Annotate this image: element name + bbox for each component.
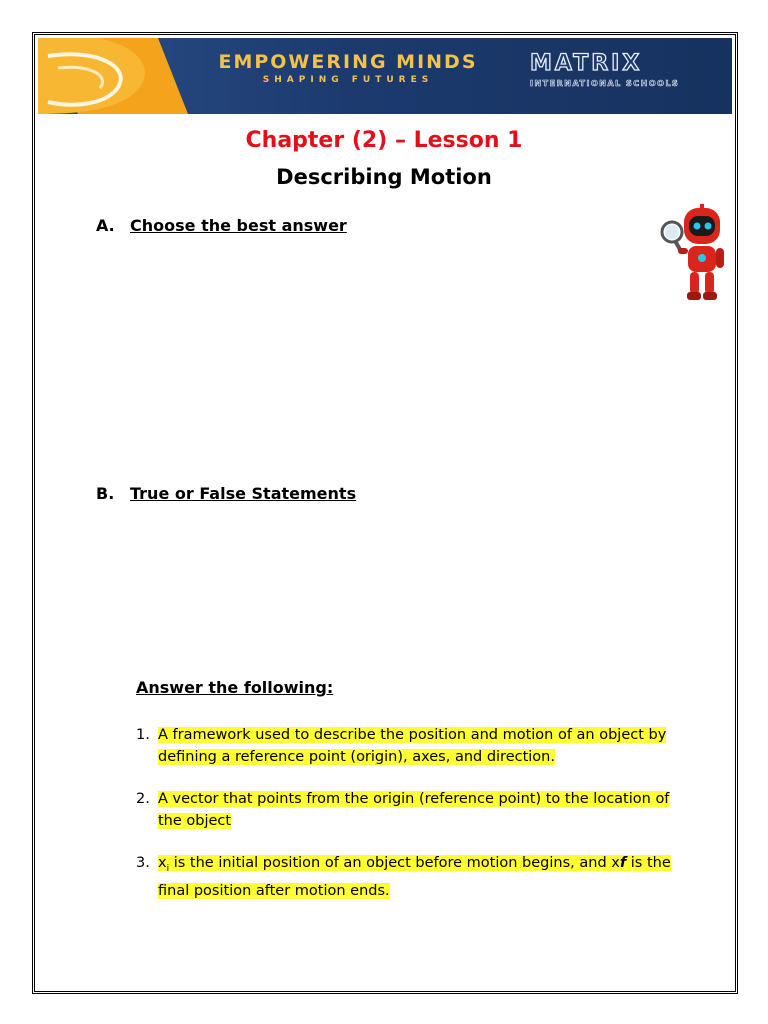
lesson-title: Describing Motion <box>276 165 492 189</box>
question-text-middle: is the initial position of an object before motion begins, and x <box>169 855 620 871</box>
slogan-sub: SHAPING FUTURES <box>262 75 434 85</box>
question-list <box>136 724 696 922</box>
section-b-heading <box>96 484 356 503</box>
question-number: 1. <box>136 727 150 743</box>
section-a-heading <box>96 216 347 235</box>
school-logo <box>530 52 732 89</box>
question-text-after: is the final position after motion ends. <box>158 855 671 899</box>
section-b-title: True or False Statements <box>130 484 357 503</box>
question-text <box>158 855 671 899</box>
banner-slogan <box>198 52 498 86</box>
section-a-title: Choose the best answer <box>130 216 347 235</box>
section-b-letter: B. <box>96 484 115 503</box>
question-text-before: x <box>158 855 167 871</box>
robot-magnifier-icon <box>660 204 728 302</box>
question-text: A vector that points from the origin (reference point) to the location of the object <box>158 791 670 829</box>
question-item <box>136 852 696 902</box>
question-text-subscript: i <box>166 863 170 874</box>
question-text: A framework used to describe the position and motion of an object by defining a reference point (origin), axes, and direction. <box>158 727 667 765</box>
slogan-main: EMPOWERING MINDS <box>218 51 478 73</box>
answer-heading: Answer the following: <box>136 678 334 697</box>
chapter-title: Chapter (2) – Lesson 1 <box>245 128 523 153</box>
section-a-letter: A. <box>96 216 115 235</box>
question-number: 2. <box>136 791 150 807</box>
header-banner <box>38 38 732 114</box>
question-item <box>136 724 696 768</box>
question-item <box>136 788 696 832</box>
question-text-final-symbol: f <box>619 855 627 871</box>
question-number: 3. <box>136 855 150 871</box>
logo-subtitle: INTERNATIONAL SCHOOLS <box>530 79 680 88</box>
logo-wordmark: MATRIX <box>530 51 643 76</box>
